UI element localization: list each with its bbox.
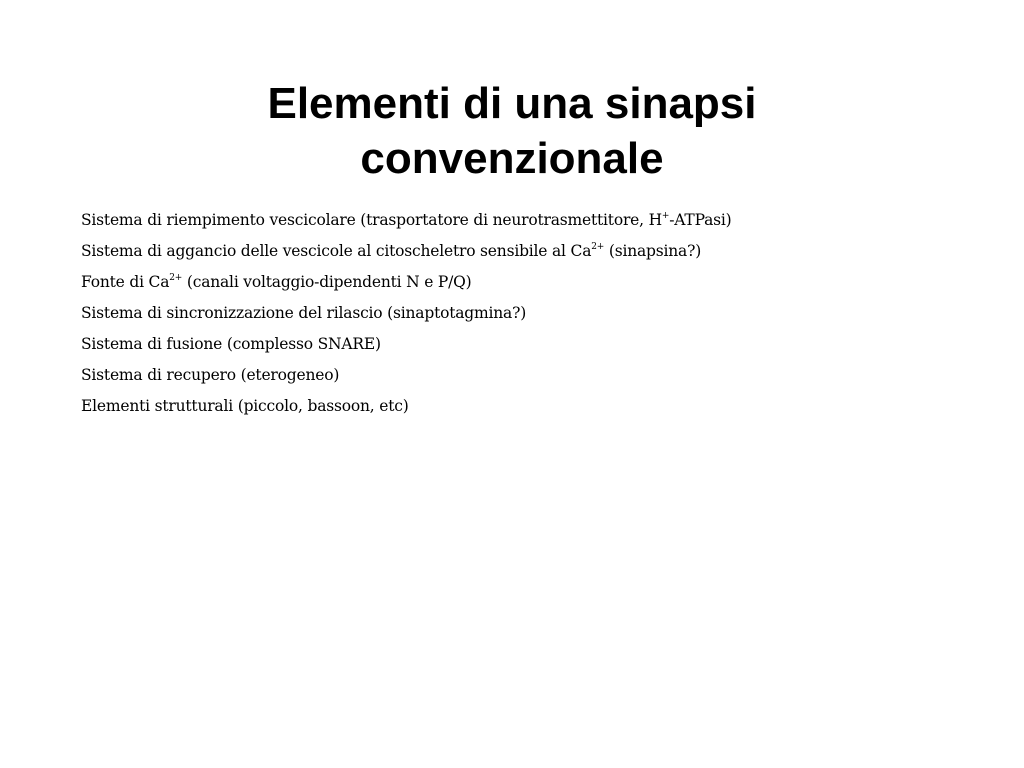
superscript: + [661,210,670,221]
slide-title-line-2: convenzionale [360,134,664,183]
list-item-text: Sistema di aggancio delle vescicole al citoscheletro sensibile al Ca [81,242,592,260]
list-item-docking-system [81,236,981,267]
slide-title-line-1: Elementi di una sinapsi [267,79,757,128]
list-item-structural-elements [81,391,981,422]
list-item-filling-system [81,205,981,236]
list-item-synchronization-system [81,298,981,329]
list-item-text-suffix: (sinapsina?) [604,242,702,260]
list-item-text-suffix: -ATPasi) [669,211,732,229]
list-item-text: Sistema di recupero (eterogeneo) [81,366,340,384]
superscript: 2+ [591,241,605,252]
list-item-fusion-system [81,329,981,360]
list-item-text: Sistema di sincronizzazione del rilascio (sinaptotagmina?) [81,304,527,322]
superscript: 2+ [169,272,183,283]
slide-title [112,76,912,186]
list-item-text: Elementi strutturali (piccolo, bassoon, etc) [81,397,409,415]
list-item-calcium-source [81,267,981,298]
list-item-text: Fonte di Ca [81,273,170,291]
list-item-text: Sistema di riempimento vescicolare (trasportatore di neurotrasmettitore, H [81,211,662,229]
list-item-text: Sistema di fusione (complesso SNARE) [81,335,381,353]
bullet-list [81,205,981,422]
list-item-text-suffix: (canali voltaggio-dipendenti N e P/Q) [182,273,472,291]
list-item-recovery-system [81,360,981,391]
